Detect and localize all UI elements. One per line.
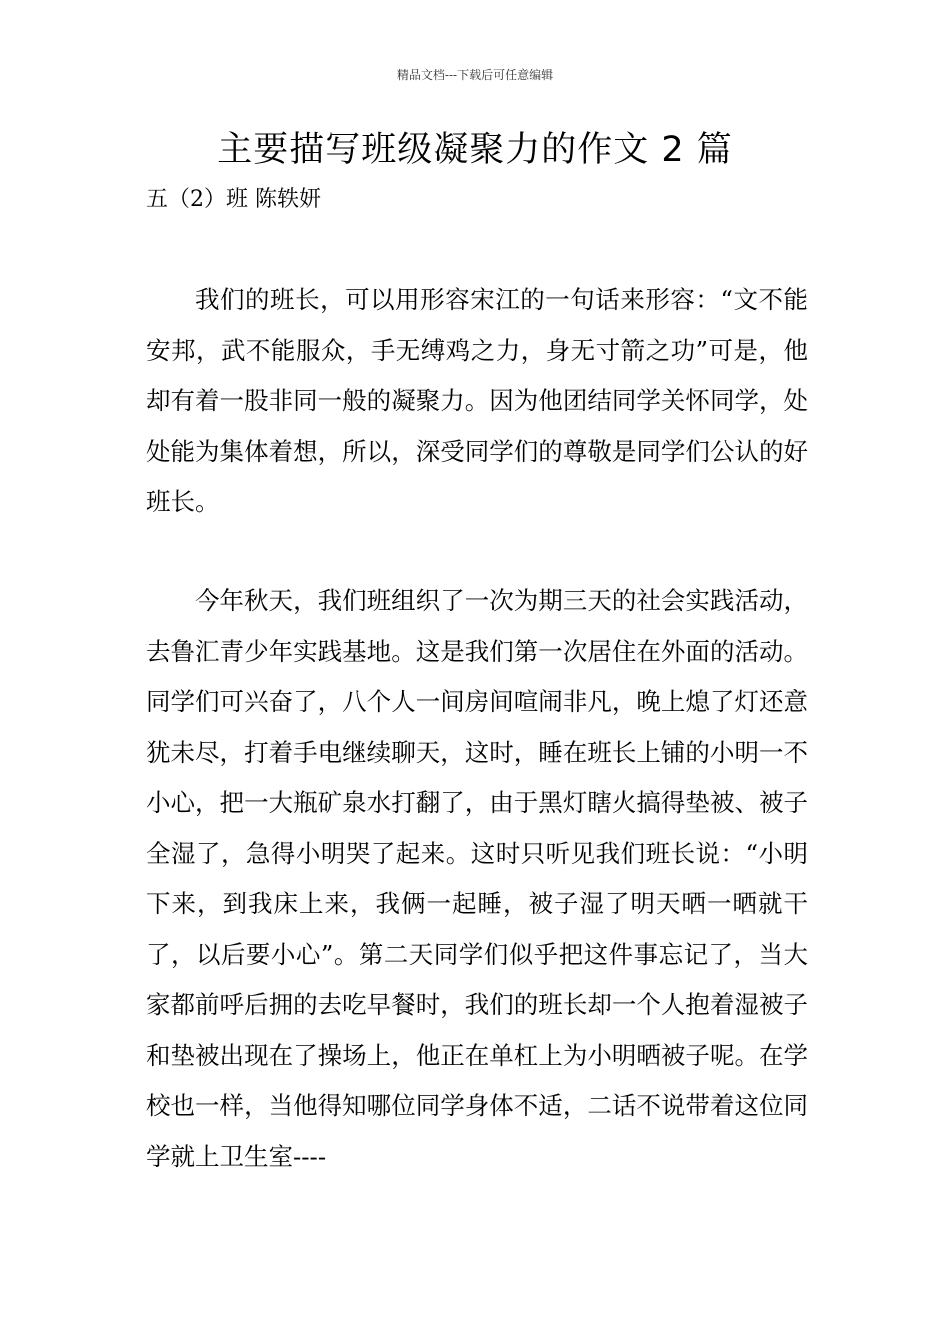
document-title: 主要描写班级凝聚力的作文 2 篇 xyxy=(217,130,733,170)
author-line: 五（2）班 陈轶妍 xyxy=(146,187,321,212)
paragraph-1: 我们的班长，可以用形容宋江的一句话来形容：“文不能安邦，武不能服众，手无缚鸡之力，身无寸箭之功”可是，他却有着一股非同一般的凝聚力。因为他团结同学关怀同学，处处能为集体着想，所以，深受同学们的尊敬是同学们公认的好班长。 xyxy=(146,285,808,516)
header-note: 精品文档---下载后可任意编辑 xyxy=(396,68,554,82)
paragraph-2: 今年秋天，我们班组织了一次为期三天的社会实践活动，去鲁汇青少年实践基地。这是我们第一次居住在外面的活动。同学们可兴奋了，八个人一间房间喧闹非凡，晚上熄了灯还意犹未尽，打着手电继续聊天，这时，睡在班长上铺的小明一不小心，把一大瓶矿泉水打翻了，由于黑灯瞎火搞得垫被、被子全湿了，急得小明哭了起来。这时只听见我们班长说：“小明下来，到我床上来，我俩一起睡，被子湿了明天晒一晒就干了，以后要小心”。第二天同学们似乎把这件事忘记了，当大家都前呼后拥的去吃早餐时，我们的班长却一个人抱着湿被子和垫被出现在了操场上，他正在单杠上为小明晒被子呢。在学校也一样，当他得知哪位同学身体不适，二话不说带着这位同学就上卫生室---- xyxy=(146,586,808,1171)
